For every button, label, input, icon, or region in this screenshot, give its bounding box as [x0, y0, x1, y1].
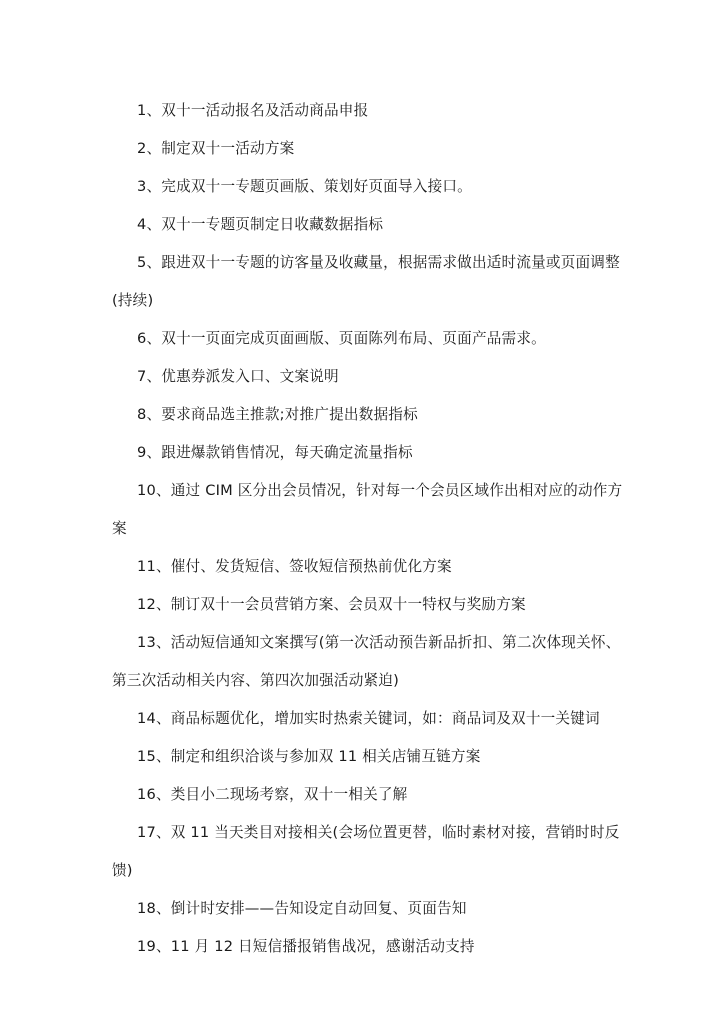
list-item: 7、优惠券派发入口、文案说明 — [137, 368, 339, 385]
list-item: 1、双十一活动报名及活动商品申报 — [137, 102, 369, 119]
task-list — [112, 92, 624, 966]
list-item: 6、双十一页面完成页面画版、页面陈列布局、页面产品需求。 — [137, 330, 546, 347]
list-item: 14、商品标题优化，增加实时热索关键词，如：商品词及双十一关键词 — [137, 710, 600, 727]
list-item: 5、跟进双十一专题的访客量及收藏量，根据需求做出适时流量或页面调整(持续) — [112, 254, 620, 309]
list-item: 17、双 11 当天类目对接相关(会场位置更替，临时素材对接，营销时时反馈) — [112, 824, 620, 879]
list-item: 12、制订双十一会员营销方案、会员双十一特权与奖励方案 — [137, 596, 526, 613]
list-item: 10、通过 CIM 区分出会员情况，针对每一个会员区域作出相对应的动作方案 — [112, 482, 623, 537]
list-item: 13、活动短信通知文案撰写(第一次活动预告新品折扣、第二次体现关怀、第三次活动相关内容、第四次加强活动紧迫) — [112, 634, 621, 689]
list-item: 9、跟进爆款销售情况，每天确定流量指标 — [137, 444, 413, 461]
list-item: 4、双十一专题页制定日收藏数据指标 — [137, 216, 384, 233]
list-item: 8、要求商品选主推款;对推广提出数据指标 — [137, 406, 418, 423]
list-item: 3、完成双十一专题页画版、策划好页面导入接口。 — [137, 178, 472, 195]
list-item: 19、11 月 12 日短信播报销售战况，感谢活动支持 — [137, 938, 475, 955]
list-item: 18、倒计时安排——告知设定自动回复、页面告知 — [137, 900, 467, 917]
list-item: 11、催付、发货短信、签收短信预热前优化方案 — [137, 558, 452, 575]
list-item: 2、制定双十一活动方案 — [137, 140, 295, 157]
list-item: 15、制定和组织洽谈与参加双 11 相关店铺互链方案 — [137, 748, 481, 765]
list-item: 16、类目小二现场考察，双十一相关了解 — [137, 786, 408, 803]
